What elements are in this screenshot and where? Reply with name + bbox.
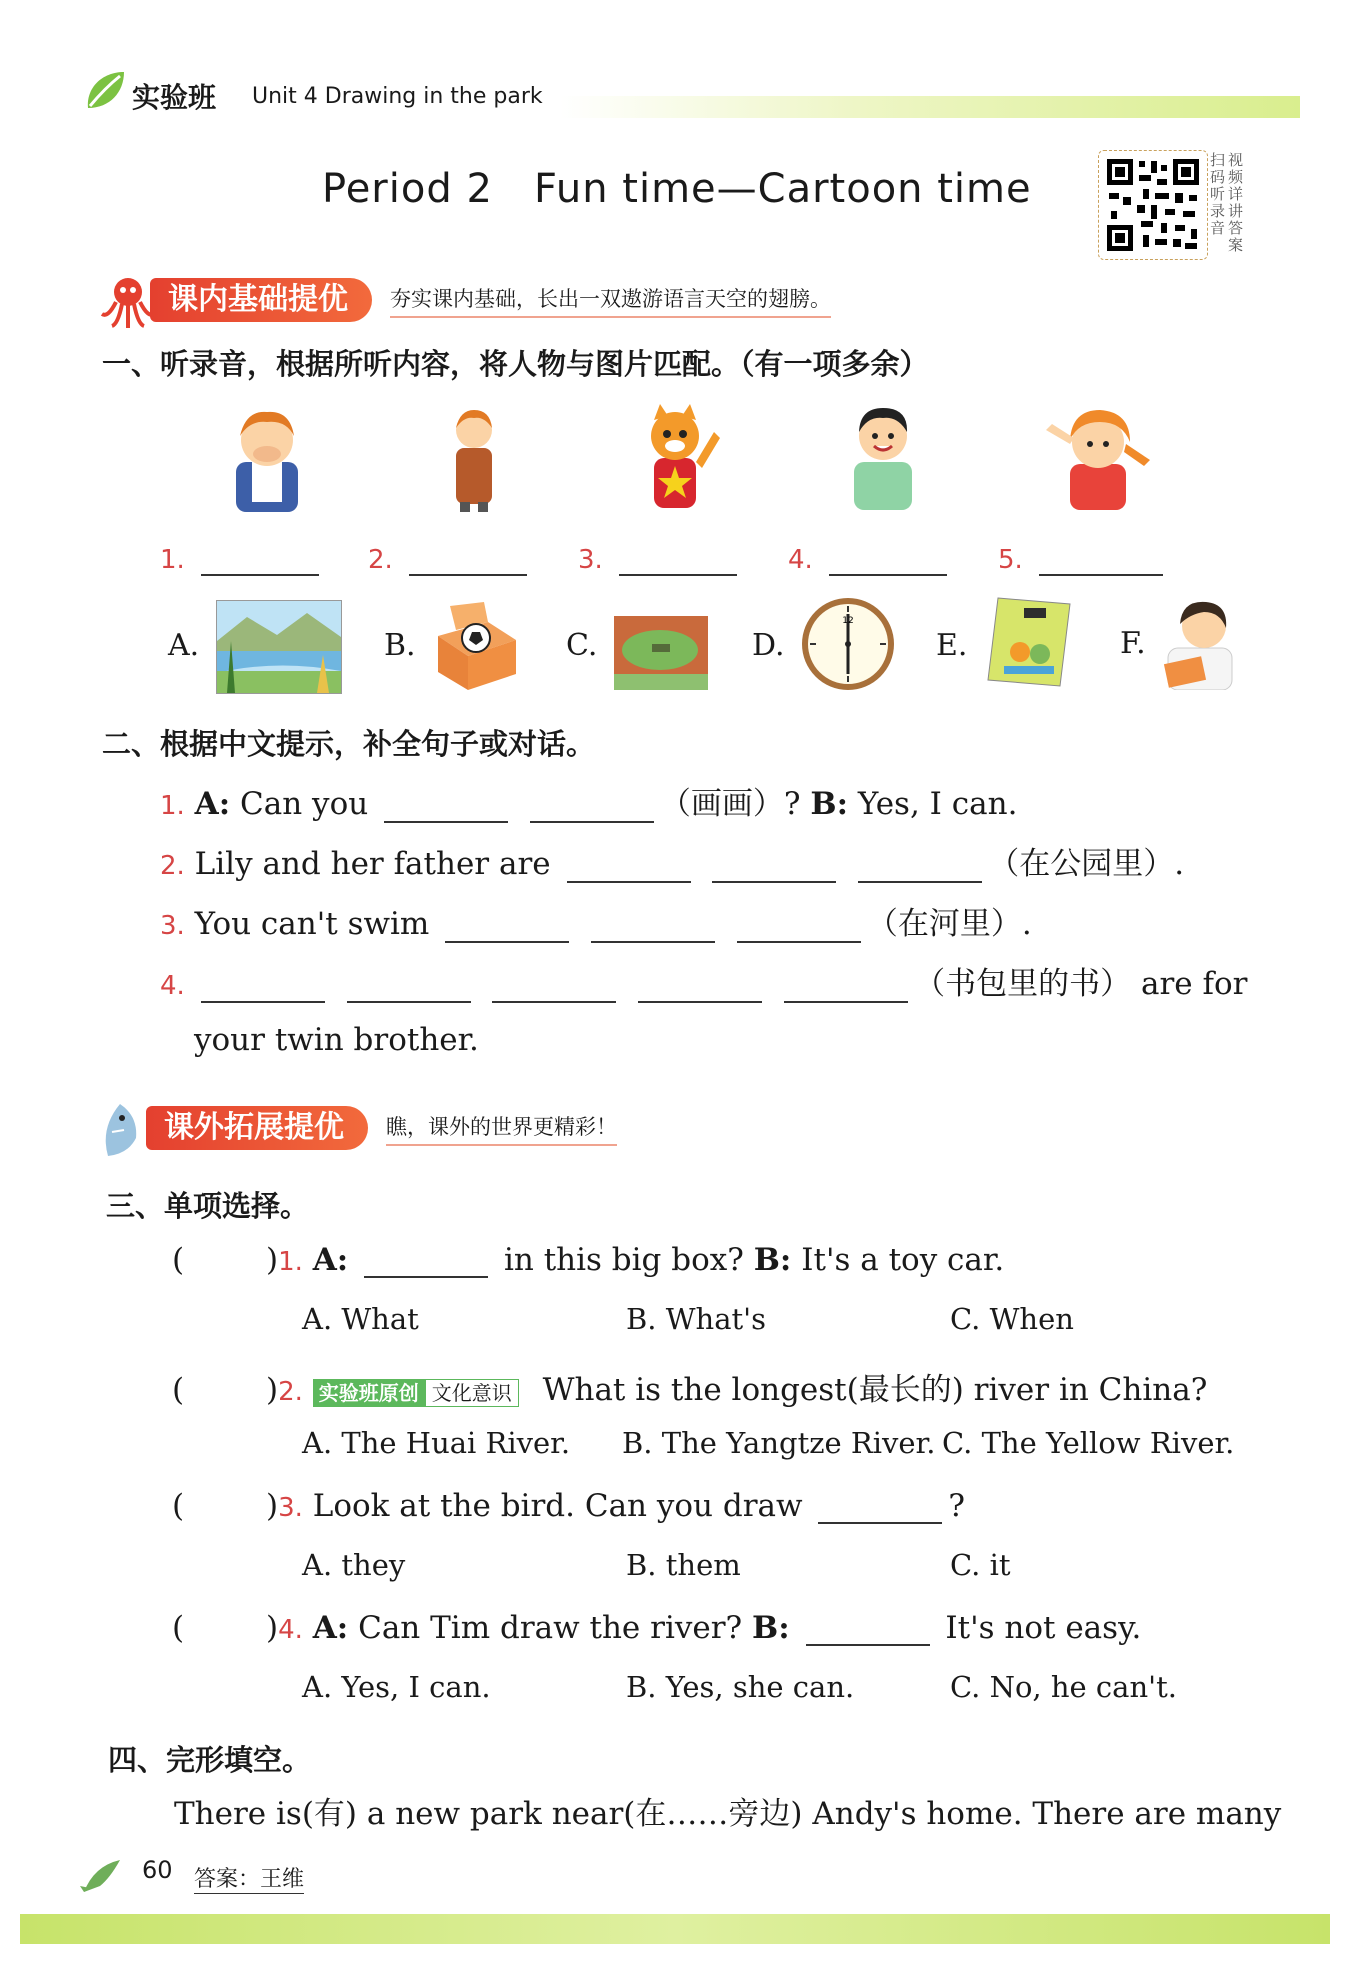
match-number-5: 5. [998, 545, 1023, 575]
match-number-4: 4. [788, 545, 813, 575]
option-letter-d: D. [752, 628, 785, 663]
fill-item-4-continued: your twin brother. [194, 1022, 479, 1058]
option-letter-b: B. [384, 628, 416, 663]
choice-item-2: ( )2. 实验班原创 文化意识 What is the longest(最长的) river in China? [172, 1372, 1208, 1408]
girl-red-dress-picture [1040, 400, 1156, 510]
answer-paren: ( [172, 1372, 185, 1408]
brand-label: 实验班 [132, 81, 217, 114]
fill-number-1: 1. [160, 791, 185, 821]
choice-text-4: Can Tim draw the river? [358, 1610, 743, 1646]
answer-paren: ( [172, 1488, 185, 1524]
speaker-a-label: A: [194, 786, 231, 822]
section-banner-2 [146, 1106, 617, 1150]
speaker-a-label: A: [312, 1610, 349, 1646]
choice-post-4: It's not easy. [945, 1610, 1142, 1646]
culture-tag: 文化意识 [425, 1379, 519, 1407]
art-book-picture [984, 594, 1076, 690]
match-number-1: 1. [160, 545, 185, 575]
fill-answer-1: Yes, I can. [857, 786, 1018, 822]
section-banner-1-tag: 课内基础提优 [150, 278, 372, 322]
section-banner-1 [150, 278, 831, 322]
fill-blank-1a[interactable] [384, 791, 508, 823]
choice-post-1: It's a toy car. [801, 1242, 1005, 1278]
fill-text-1: Can you [240, 786, 369, 822]
river-landscape-picture [216, 600, 342, 694]
fill-text-2: Lily and her father are [194, 846, 551, 882]
fill-number-2: 2. [160, 851, 185, 881]
choice-item-3: ( )3. Look at the bird. Can you draw ? [172, 1488, 966, 1524]
boy-brown-shirt-picture [446, 404, 502, 512]
qr-label-2: 视频详讲答案 [1228, 151, 1244, 254]
answer-paren: ( [172, 1610, 185, 1646]
fill-blank-4a[interactable] [201, 971, 325, 1003]
fill-item-2 [160, 838, 1184, 883]
fill-item-3 [160, 898, 1032, 943]
choice-3-option-c[interactable]: C. it [950, 1548, 1011, 1582]
boy-laughing-picture [226, 404, 308, 512]
match-blank-3[interactable] [619, 544, 737, 576]
leaf-logo-icon [82, 68, 128, 114]
answer-paren: ( [172, 1242, 185, 1278]
fill-blank-3a[interactable] [445, 911, 569, 943]
fill-hint-1: （画画）? [659, 786, 801, 822]
match-blank-4[interactable] [829, 544, 947, 576]
fill-blank-4e[interactable] [784, 971, 908, 1003]
fill-blank-2c[interactable] [858, 851, 982, 883]
choice-1-option-c[interactable]: C. When [950, 1302, 1074, 1336]
choice-1-option-a[interactable]: A. What [302, 1302, 419, 1336]
choice-blank-4[interactable] [806, 1614, 930, 1646]
section-banner-2-slogan: 瞧，课外的世界更精彩！ [386, 1111, 617, 1146]
question-4-title: 四、完形填空。 [108, 1743, 312, 1777]
question-3-title: 三、单项选择。 [106, 1189, 310, 1223]
match-blank-5[interactable] [1039, 544, 1163, 576]
fill-blank-4b[interactable] [347, 971, 471, 1003]
choice-item-4: ( )4. A: Can Tim draw the river? B: It's not easy. [172, 1610, 1142, 1646]
match-item-1 [160, 540, 325, 576]
fill-text-3: You can't swim [194, 906, 430, 942]
squid-mascot-icon [98, 274, 158, 330]
choice-4-option-a[interactable]: A. Yes, I can. [302, 1670, 491, 1704]
cloze-passage: There is(有) a new park near(在……旁边) Andy's home. There are many [174, 1796, 1282, 1832]
match-item-3 [578, 540, 743, 576]
qr-label: 扫码听录音 [1210, 151, 1226, 237]
match-number-2: 2. [368, 545, 393, 575]
choice-3-option-a[interactable]: A. they [302, 1548, 406, 1582]
match-item-4 [788, 540, 953, 576]
choice-item-1: ( )1. A: in this big box? B: It's a toy car. [172, 1242, 1005, 1278]
clock-picture [800, 596, 896, 692]
header-bar [560, 96, 1300, 118]
choice-blank-1[interactable] [364, 1246, 488, 1278]
fill-text-4: are for [1140, 966, 1248, 1002]
choice-text-3: Look at the bird. Can you draw [312, 1488, 803, 1524]
question-1-title: 一、听录音，根据所听内容，将人物与图片匹配。（有一项多余） [102, 347, 929, 381]
section-banner-2-tag: 课外拓展提优 [146, 1106, 368, 1150]
choice-text-2: What is the longest(最长的) river in China? [542, 1372, 1208, 1408]
fill-blank-4d[interactable] [638, 971, 762, 1003]
fill-item-1 [160, 778, 1017, 823]
match-number-3: 3. [578, 545, 603, 575]
qr-code-icon[interactable] [1098, 150, 1208, 260]
fill-hint-2: （在公园里）. [988, 846, 1185, 882]
speaker-a-label: A: [312, 1242, 349, 1278]
shark-mascot-icon [98, 1098, 144, 1158]
fill-number-3: 3. [160, 911, 185, 941]
fill-blank-1b[interactable] [530, 791, 654, 823]
girl-reading-picture [1160, 594, 1240, 690]
choice-blank-3[interactable] [818, 1492, 942, 1524]
choice-3-option-b[interactable]: B. them [626, 1548, 741, 1582]
fill-hint-3: （在河里）. [866, 906, 1032, 942]
unit-label: Unit 4 Drawing in the park [252, 84, 543, 109]
match-item-5 [998, 540, 1169, 576]
choice-2-option-b[interactable]: B. The Yangtze River. [622, 1426, 936, 1460]
option-letter-f: F. [1120, 626, 1146, 661]
fill-hint-4: （书包里的书） [914, 966, 1132, 1002]
fish-footer-icon [80, 1856, 124, 1896]
choice-text-1: in this big box? [503, 1242, 744, 1278]
speaker-b-label: B: [752, 1610, 790, 1646]
footer-bar [20, 1914, 1330, 1944]
clock-twelve-label: 12 [842, 616, 854, 626]
answer-slot-1[interactable] [200, 1248, 260, 1278]
choice-post-3: ? [948, 1488, 966, 1524]
fill-blank-3b[interactable] [591, 911, 715, 943]
fill-blank-3c[interactable] [737, 911, 861, 943]
choice-number-2: 2. [278, 1377, 303, 1407]
option-letter-e: E. [936, 628, 968, 663]
ball-in-box-picture [428, 600, 524, 692]
choice-4-option-c[interactable]: C. No, he can't. [950, 1670, 1177, 1704]
boy-green-shirt-picture [846, 402, 920, 510]
answer-slot-2[interactable] [200, 1379, 260, 1409]
choice-4-option-b[interactable]: B. Yes, she can. [626, 1670, 855, 1704]
choice-number-3: 3. [278, 1493, 303, 1523]
fill-item-4 [160, 958, 1247, 1003]
match-blank-1[interactable] [201, 544, 319, 576]
choice-number-4: 4. [278, 1615, 303, 1645]
tiger-cat-picture [636, 402, 720, 510]
speaker-b-label: B: [810, 786, 849, 822]
speaker-b-label: B: [753, 1242, 792, 1278]
match-item-2 [368, 540, 533, 576]
section-banner-1-slogan: 夯实课内基础，长出一双遨游语言天空的翅膀。 [390, 283, 831, 318]
original-tag: 实验班原创 [313, 1379, 425, 1407]
page-number: 60 [142, 1856, 173, 1884]
fill-blank-4c[interactable] [492, 971, 616, 1003]
choice-number-1: 1. [278, 1247, 303, 1277]
page-title: Period 2 Fun time—Cartoon time [322, 166, 1032, 212]
fill-blank-2b[interactable] [712, 851, 836, 883]
match-blank-2[interactable] [409, 544, 527, 576]
fill-number-4: 4. [160, 971, 185, 1001]
answer-credit: 答案：王维 [194, 1862, 304, 1894]
choice-2-option-a[interactable]: A. The Huai River. [302, 1426, 571, 1460]
answer-slot-3[interactable] [200, 1494, 260, 1524]
option-letter-a: A. [168, 628, 200, 663]
answer-slot-4[interactable] [200, 1616, 260, 1646]
option-letter-c: C. [566, 628, 598, 663]
choice-1-option-b[interactable]: B. What's [626, 1302, 767, 1336]
question-2-title: 二、根据中文提示，补全句子或对话。 [102, 727, 596, 761]
park-lawn-picture [614, 616, 708, 690]
fill-blank-2a[interactable] [567, 851, 691, 883]
choice-2-option-c[interactable]: C. The Yellow River. [942, 1426, 1235, 1460]
